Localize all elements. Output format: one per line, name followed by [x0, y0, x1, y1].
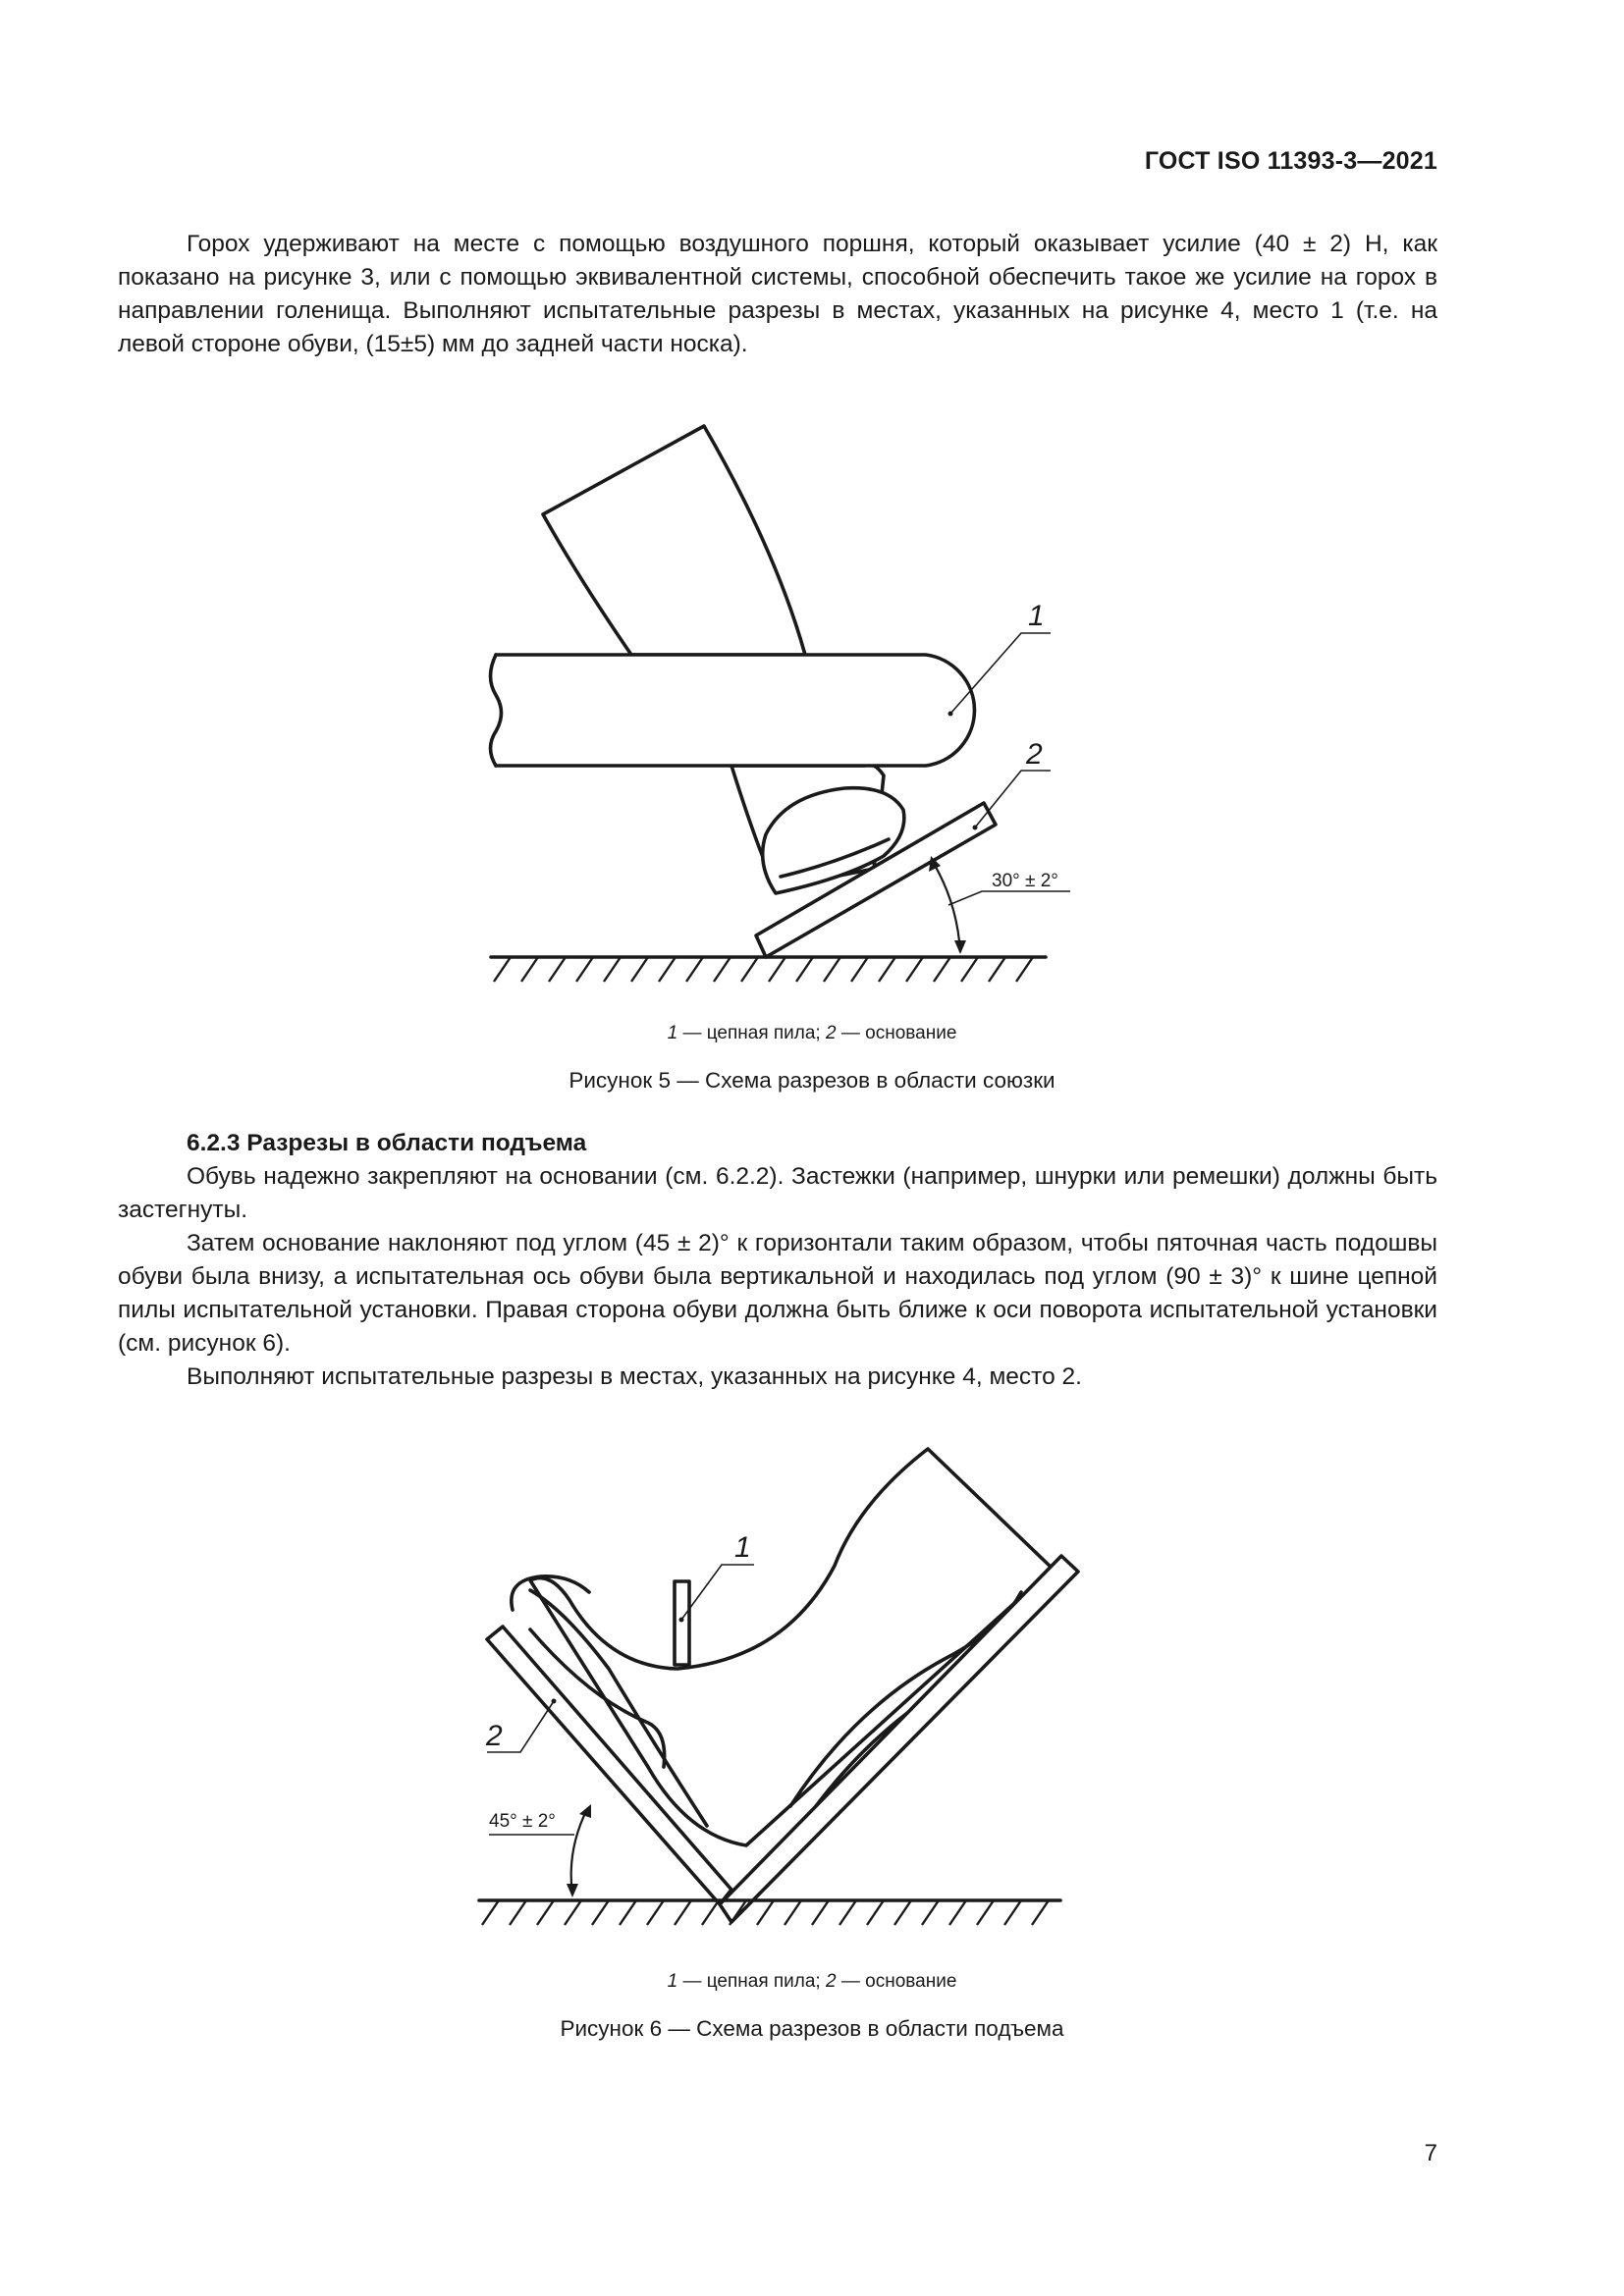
- page-number: 7: [1424, 2140, 1437, 2166]
- ground-hatching: [482, 1900, 1049, 1925]
- intro-paragraph: Горох удерживают на месте с помощью воздушного поршня, который оказывает усилие (40 ± 2) Н, как показано на рисунке 3, или с помощью эквивалентной системы, способной обеспечить такое же усилие на горох в направлении голенища. Выполняют испытательные разрезы в местах, указанных на рисунке 4, место 1 (т.е. на левой стороне обуви, (15±5) мм до задней части носка).: [118, 231, 1437, 357]
- section-paragraph-2: Затем основание наклоняют под углом (45 ± 2)° к горизонтали таким образом, чтобы пяточная часть подошвы обуви была внизу, а испытательная ось обуви была вертикальной и находилась под углом (90 ± 3)° к шине цепной пилы испытательной установки. Правая сторона обуви должна быть ближе к оси поворота испытательной установки (см. рисунок 6).: [118, 1230, 1437, 1357]
- angle-arrow-bottom: [567, 1884, 578, 1897]
- label-2-dot: [552, 1699, 557, 1704]
- document-id: ГОСТ ISO 11393-3—2021: [1144, 147, 1437, 175]
- angle-label-45: 45° ± 2°: [489, 1811, 556, 1832]
- saw-bar: [675, 1581, 689, 1665]
- figure5-label-2: 2: [1026, 738, 1043, 771]
- figure5-label-1: 1: [1028, 600, 1045, 632]
- base-right-plate: [720, 1556, 1078, 1922]
- angle-label-30: 30° ± 2°: [992, 871, 1058, 891]
- label-1-dot: [679, 1618, 684, 1623]
- figure5-legend: 1 — цепная пила; 2 — основание: [667, 1023, 957, 1043]
- figure6-label-2: 2: [486, 1720, 503, 1752]
- label-1-leader: [681, 1565, 754, 1620]
- angle-arrow-top: [579, 1804, 591, 1818]
- section-title: 6.2.3 Разрезы в области подъема: [187, 1130, 587, 1156]
- figure6-legend: 1 — цепная пила; 2 — основание: [667, 1971, 957, 1992]
- section-paragraph-3: Выполняют испытательные разрезы в местах, указанных на рисунке 4, место 2.: [187, 1363, 1082, 1390]
- figure6-caption: Рисунок 6 — Схема разрезов в области подъема: [560, 2016, 1064, 2041]
- figure5-caption: Рисунок 5 — Схема разрезов в области союзки: [568, 1068, 1056, 1093]
- figure6-label-1: 1: [734, 1531, 751, 1564]
- section-paragraph-1: Обувь надежно закрепляют на основании (см. 6.2.2). Застежки (например, шнурки или ремешки) должны быть застегнуты.: [118, 1163, 1437, 1223]
- angle-arc: [571, 1809, 587, 1895]
